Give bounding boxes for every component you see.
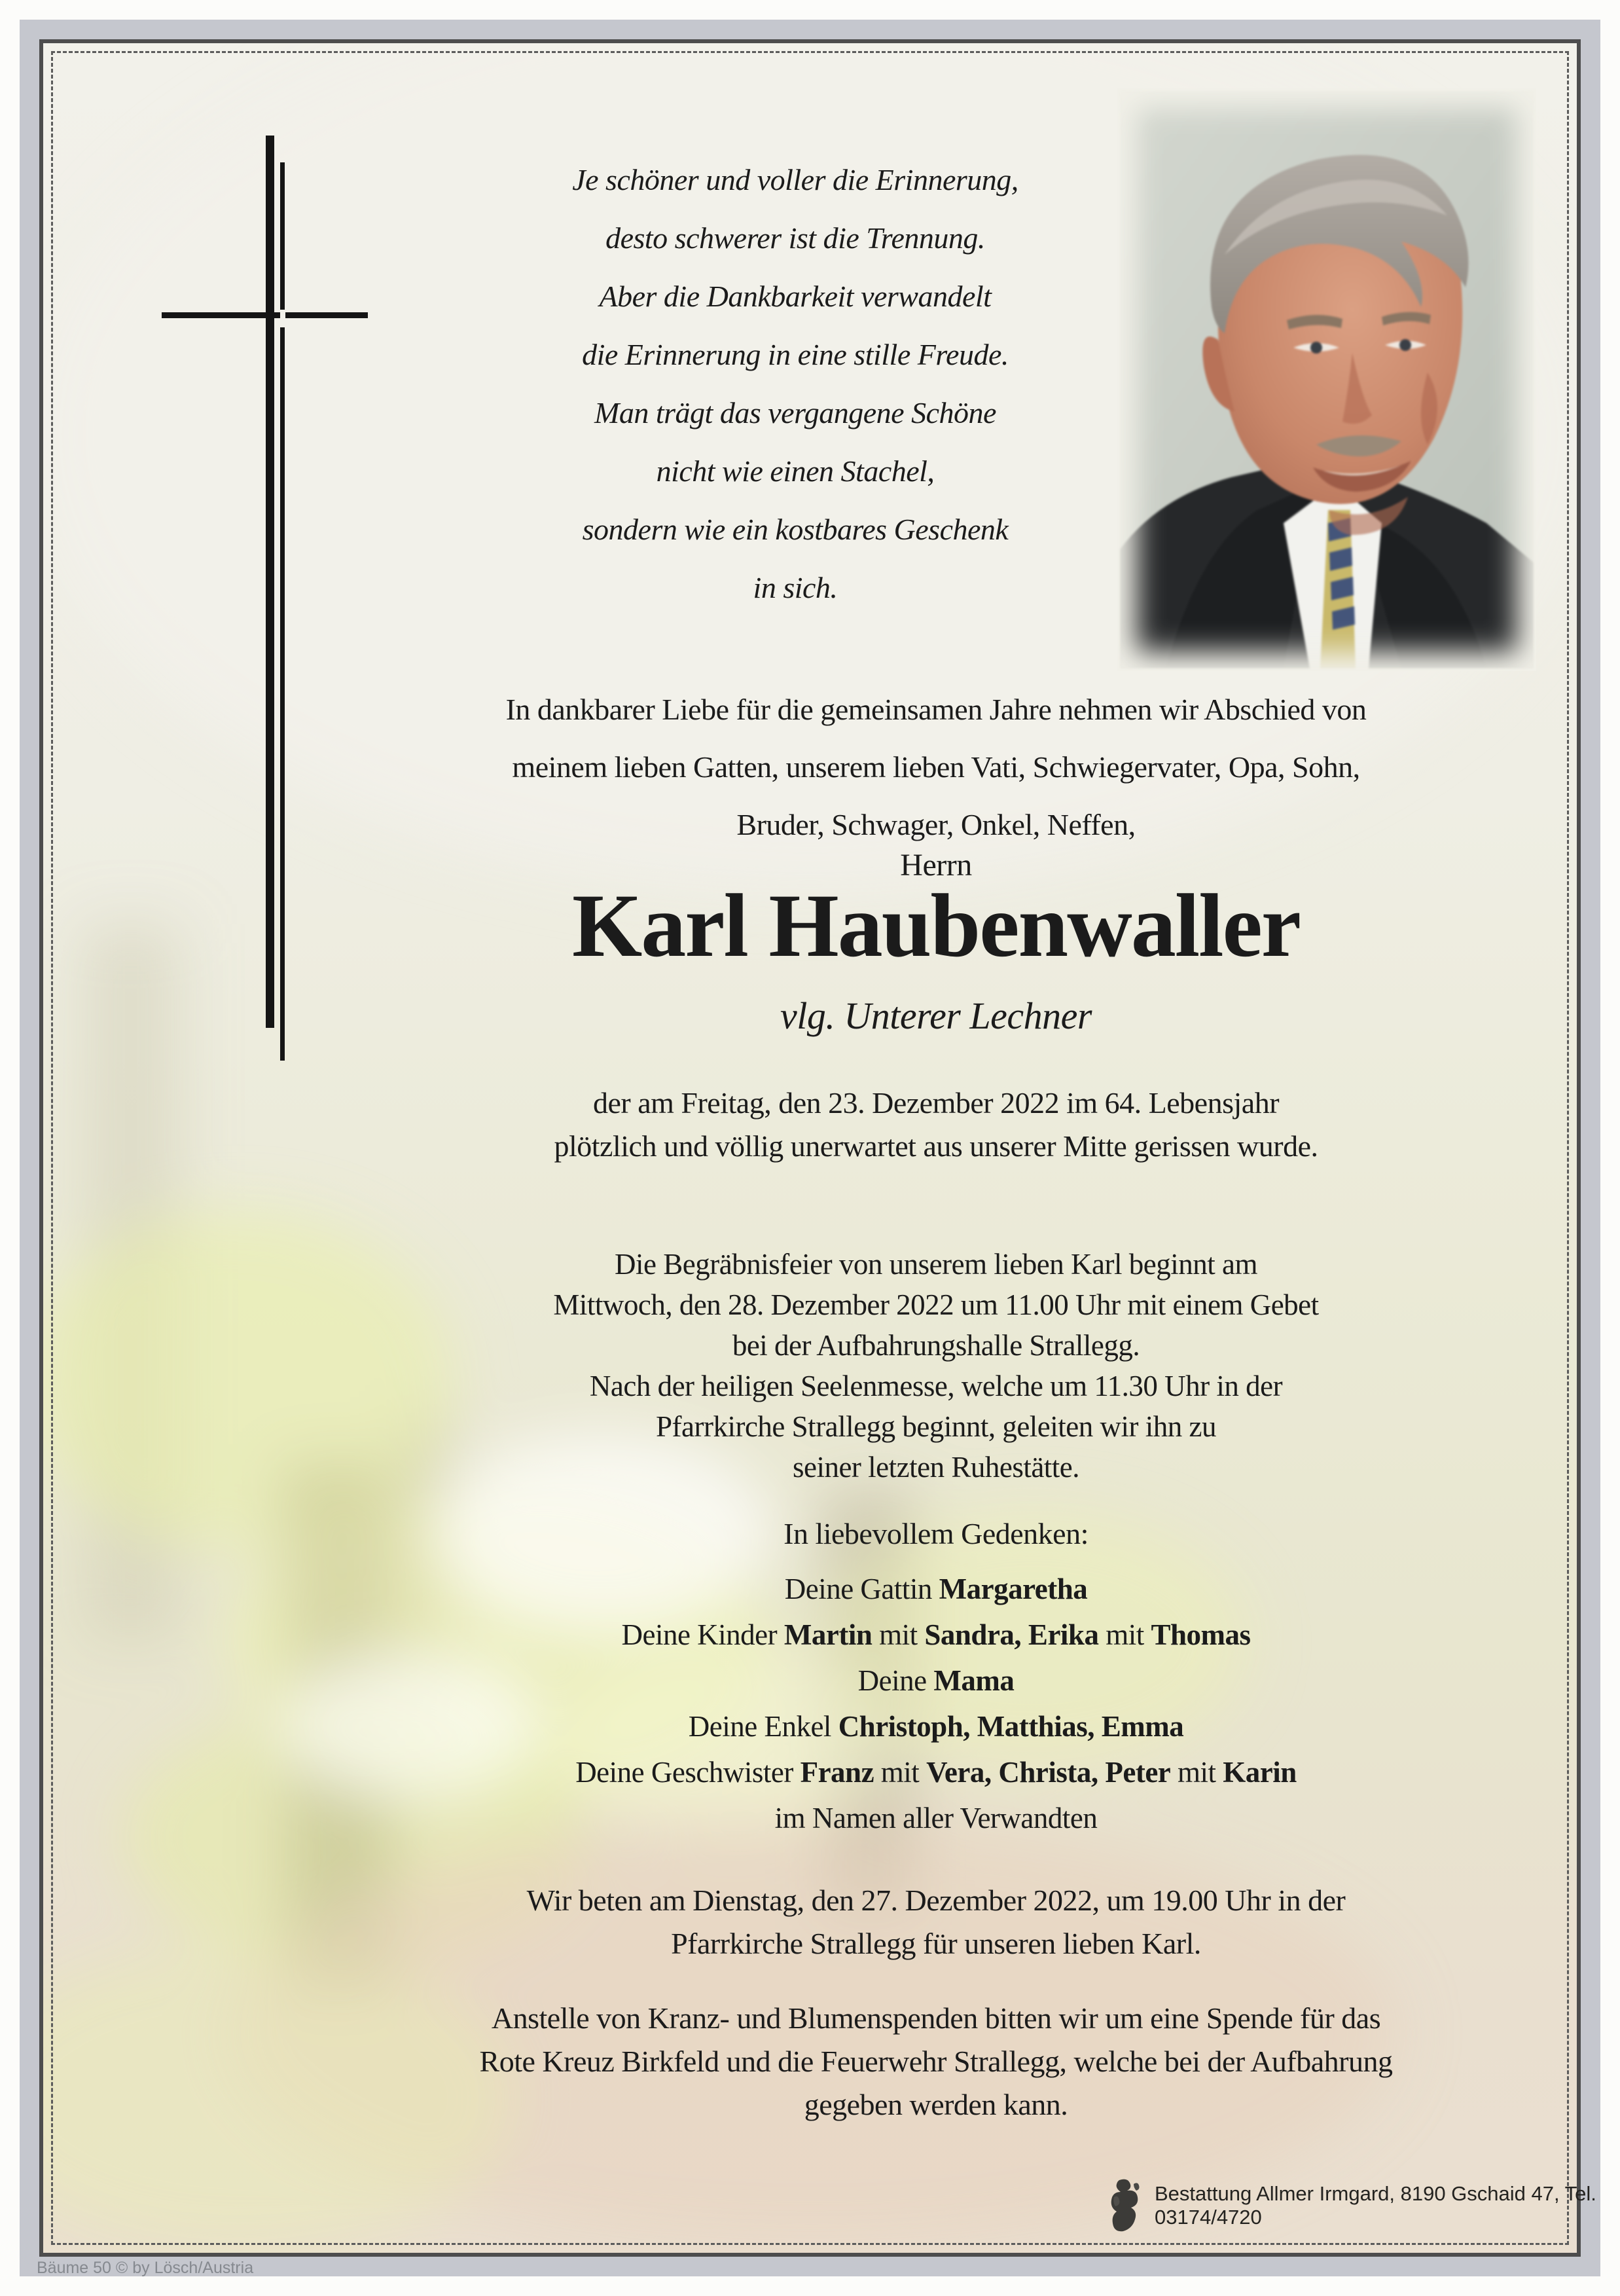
funeral-line: Mittwoch, den 28. Dezember 2022 um 11.00 Uhr mit einem Gebet <box>553 1288 1319 1321</box>
name-emphasis: Margaretha <box>939 1573 1088 1605</box>
poem-line: Man trägt das vergangene Schöne <box>594 396 996 429</box>
intro-line: In dankbarer Liebe für die gemeinsamen Jahre nehmen wir Abschied von <box>505 693 1367 726</box>
poem-line: sondern wie ein kostbares Geschenk <box>582 513 1009 546</box>
donation-line: Anstelle von Kranz- und Blumenspenden bitten wir um eine Spende für das <box>491 2001 1381 2035</box>
poem-line: die Erinnerung in eine stille Freude. <box>582 338 1009 371</box>
text-segment: mit <box>874 1756 927 1789</box>
artwork-credit: Bäume 50 © by Lösch/Austria <box>37 2259 254 2277</box>
funeral-line: Nach der heiligen Seelenmesse, welche um 11.30 Uhr in der <box>589 1370 1283 1402</box>
text-segment: Deine Kinder <box>621 1618 784 1651</box>
text-segment: im Namen aller Verwandten <box>774 1802 1098 1834</box>
death-line: plötzlich und völlig unerwartet aus unserer Mitte gerissen wurde. <box>554 1129 1318 1163</box>
prayer-line: Pfarrkirche Strallegg für unseren lieben Karl. <box>671 1927 1201 1960</box>
deceased-name: Karl Haubenwaller <box>571 875 1301 975</box>
poem-block <box>419 151 1172 617</box>
prayer-paragraph <box>314 1879 1558 1965</box>
name-emphasis: Christoph, Matthias, Emma <box>838 1710 1184 1743</box>
poem-line: Aber die Dankbarkeit verwandelt <box>599 280 992 313</box>
text-segment: mit <box>1098 1618 1151 1651</box>
poem-line: desto schwerer ist die Trennung. <box>605 221 985 255</box>
poem-line: nicht wie einen Stachel, <box>656 454 935 488</box>
cross-vertical-main-bar <box>266 136 274 1028</box>
funeral-home-footer <box>1107 2178 1620 2234</box>
funeral-line: Pfarrkirche Strallegg beginnt, geleiten wir ihn zu <box>656 1410 1216 1443</box>
memorial-line <box>314 1704 1558 1749</box>
cross-vertical-thin-bar-lower <box>280 327 285 1061</box>
portrait-photo-art <box>1120 91 1534 668</box>
vulgo-name: vlg. Unterer Lechner <box>780 994 1092 1037</box>
memorial-line <box>314 1658 1558 1704</box>
memorial-heading: In liebevollem Gedenken: <box>783 1517 1089 1550</box>
funeral-line: bei der Aufbahrungshalle Strallegg. <box>732 1329 1140 1362</box>
intro-line: meinem lieben Gatten, unserem lieben Vati, Schwiegervater, Opa, Sohn, <box>512 750 1360 784</box>
memorial-line <box>314 1566 1558 1612</box>
salutation: Herrn <box>900 848 972 883</box>
name-emphasis: Martin <box>783 1618 873 1651</box>
death-line: der am Freitag, den 23. Dezember 2022 im 64. Lebensjahr <box>592 1086 1280 1120</box>
poem-line: in sich. <box>753 571 838 604</box>
funeral-home-text: Bestattung Allmer Irmgard, 8190 Gschaid 47, Tel. 03174/4720 <box>1155 2182 1596 2229</box>
funeral-line: Die Begräbnisfeier von unserem lieben Karl beginnt am <box>615 1248 1257 1281</box>
intro-paragraph <box>314 681 1558 854</box>
memorial-line <box>314 1749 1558 1795</box>
memorial-line <box>314 1795 1558 1841</box>
name-emphasis: Karin <box>1223 1756 1297 1789</box>
text-segment: Deine Enkel <box>688 1710 838 1743</box>
intro-line: Bruder, Schwager, Onkel, Neffen, <box>736 808 1136 841</box>
death-paragraph <box>314 1082 1558 1168</box>
donation-line: gegeben werden kann. <box>804 2088 1068 2121</box>
name-emphasis: Vera, Christa, Peter <box>926 1756 1171 1789</box>
text-segment: Deine <box>857 1664 934 1697</box>
funeral-line: seiner letzten Ruhestätte. <box>792 1451 1080 1484</box>
donation-paragraph <box>314 1997 1558 2126</box>
funeral-paragraph <box>314 1244 1558 1487</box>
prayer-line: Wir beten am Dienstag, den 27. Dezember 2022, um 19.00 Uhr in der <box>526 1884 1346 1917</box>
text-segment: Deine Geschwister <box>575 1756 801 1789</box>
name-emphasis: Sandra, Erika <box>924 1618 1099 1651</box>
text-segment: mit <box>872 1618 925 1651</box>
cross-vertical-thin-bar-upper <box>280 162 285 310</box>
donation-line: Rote Kreuz Birkfeld und die Feuerwehr Strallegg, welche bei der Aufbahrung <box>479 2045 1393 2078</box>
funeral-home-logo-icon <box>1107 2178 1145 2234</box>
poem-line: Je schöner und voller die Erinnerung, <box>572 163 1018 196</box>
memorial-line <box>314 1612 1558 1658</box>
cross-horizontal-bar-right <box>285 312 368 318</box>
memorial-list <box>314 1566 1558 1841</box>
name-emphasis: Mama <box>933 1664 1015 1697</box>
name-emphasis: Franz <box>800 1756 874 1789</box>
cross-horizontal-bar-left <box>162 312 280 318</box>
name-emphasis: Thomas <box>1151 1618 1251 1651</box>
text-segment: Deine Gattin <box>784 1573 939 1605</box>
text-segment: mit <box>1170 1756 1223 1789</box>
portrait-photo <box>1120 91 1534 668</box>
